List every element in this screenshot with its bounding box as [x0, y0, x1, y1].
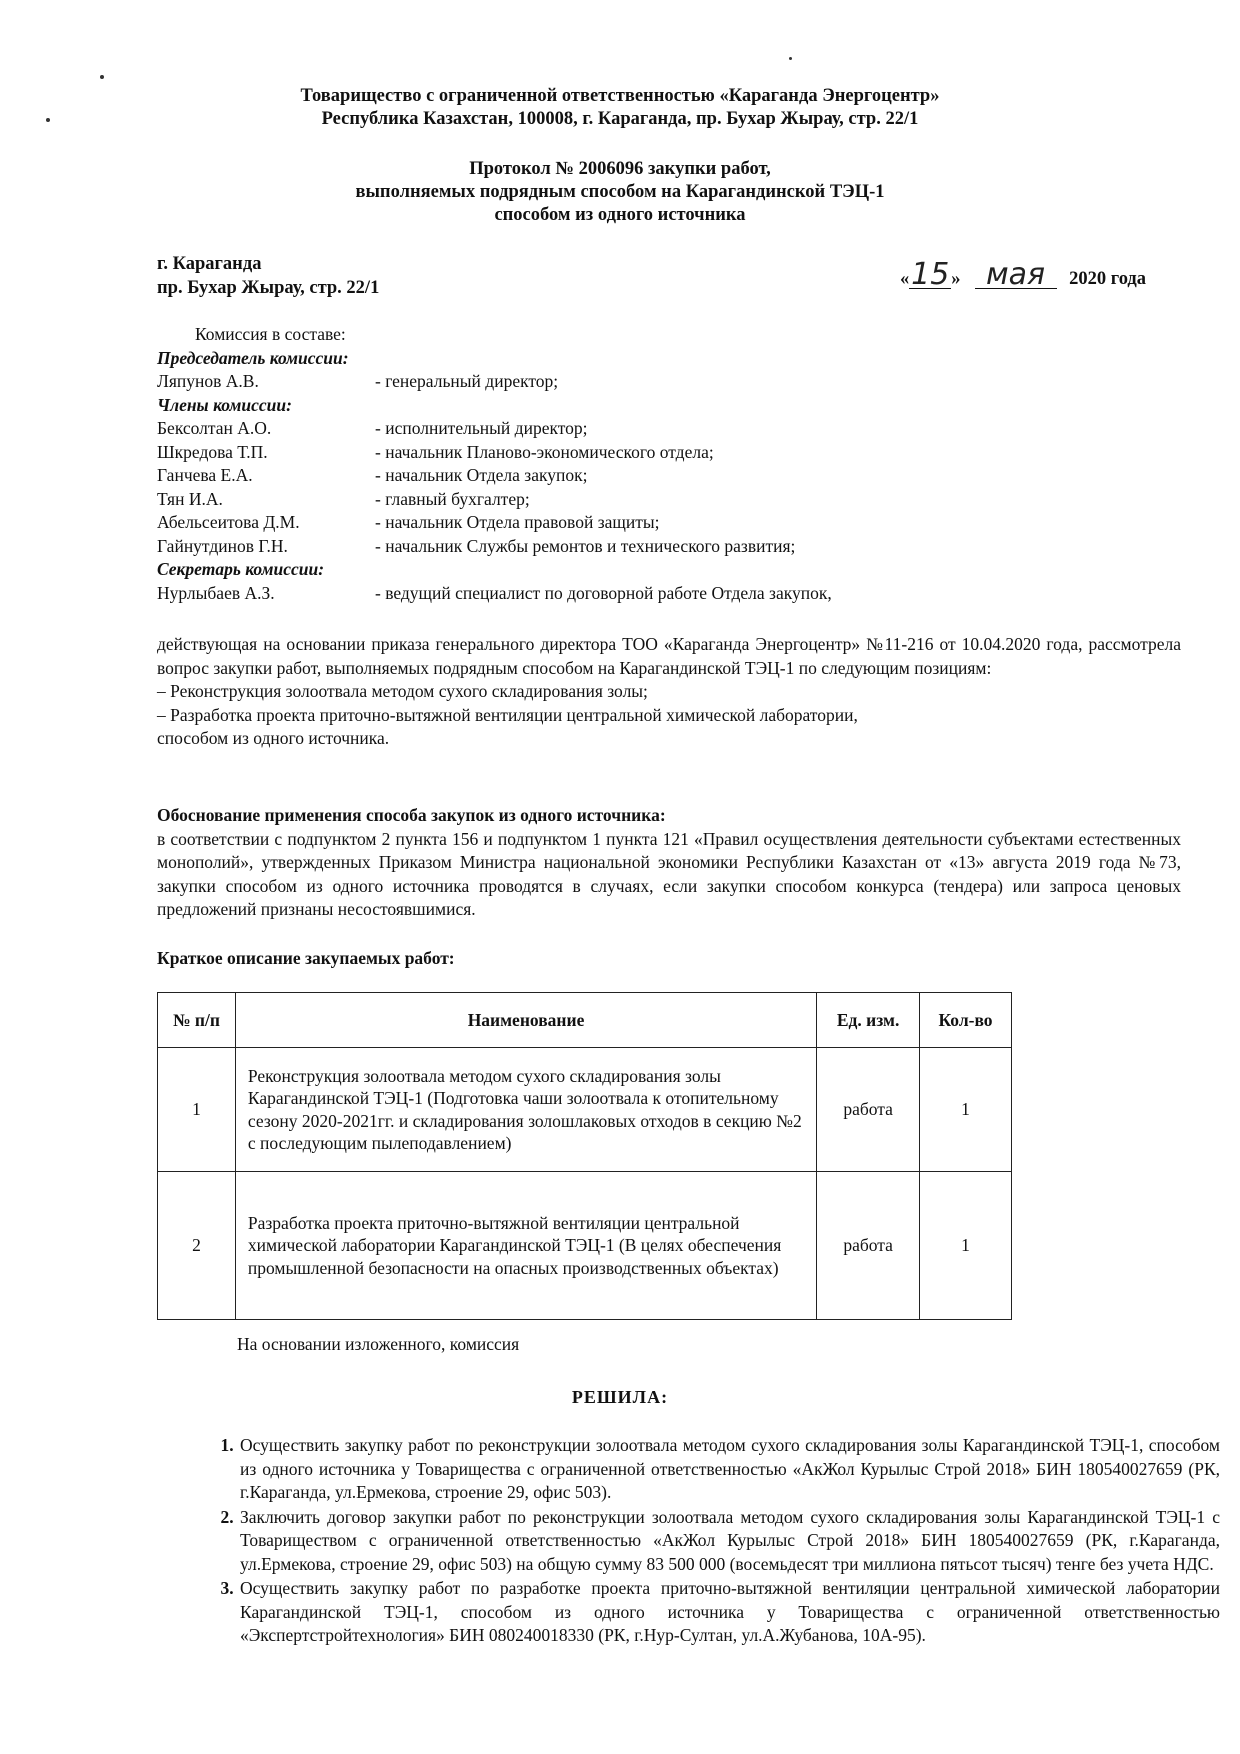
secretary-label: Секретарь комиссии:: [157, 559, 325, 579]
position-item: – Разработка проекта приточно-вытяжной вентиляции центральной химической лаборатории,: [157, 704, 858, 725]
member-name: Ганчева Е.А.: [157, 465, 253, 485]
decision-item: 2. Заключить договор закупки работ по реконструкции золоотвала методом сухого складирования золы Карагандинской ТЭЦ-1 с Товариществом с ограниченной ответственностью «АкЖол Курылыс Строй 2018» БИН 180540027659 (РК, г.Караганда, ул.Ермекова, строение 29, офис 503) на общую сумму 83 500 000 (восемьдесят три миллиона пятьсот тысяч) тенге без учета НДС.: [238, 1506, 1220, 1577]
member-name: Гайнутдинов Г.Н.: [157, 535, 288, 556]
col-header-qty: Кол-во: [920, 993, 1012, 1048]
col-header-name: Наименование: [235, 993, 816, 1048]
decision-item: 3. Осуществить закупку работ по разработке проекта приточно-вытяжной вентиляции центральной химической лаборатории Карагандинской ТЭЦ-1, способом из одного источника у Товарищества с ограниченной ответственностью «Экспертстройтехнология» БИН 080240018330 (РК, г.Нур-Султан, ул.А.Жубанова, 10А-95).: [238, 1577, 1220, 1648]
date-month: мая: [975, 262, 1057, 289]
protocol-method: способом из одного источника: [494, 205, 746, 225]
protocol-title: Протокол № 2006096 закупки работ,: [469, 159, 771, 179]
member-role: - начальник Планово-экономического отдела;: [375, 441, 714, 462]
place-block: [157, 252, 379, 300]
scan-speck: [789, 57, 792, 60]
secretary-role: - ведущий специалист по договорной работе Отдела закупок,: [375, 582, 832, 603]
protocol-date: [900, 257, 1147, 292]
table-row: [158, 1048, 1012, 1172]
chair-role: - генеральный директор;: [375, 371, 559, 391]
cell-num: 2: [158, 1172, 236, 1320]
org-name: Товарищество с ограниченной ответственностью «Караганда Энергоцентр»: [300, 86, 940, 106]
member-name: Шкредова Т.П.: [157, 441, 268, 462]
acting-text: действующая на основании приказа генерального директора ТОО «Караганда Энергоцентр» №11-216 от 10.04.2020 года, рассмотрела вопрос закупки работ, выполняемых подрядным способом на Карагандинской ТЭЦ-1 по следующим позициям:: [157, 634, 1181, 678]
works-table: [157, 992, 1012, 1320]
chair-name: Ляпунов А.В.: [157, 371, 259, 391]
cell-unit: работа: [817, 1048, 920, 1172]
member-role: - начальник Отдела правовой защиты;: [375, 512, 660, 532]
member-role: - начальник Службы ремонтов и технического развития;: [375, 535, 796, 556]
decided-title: РЕШИЛА:: [571, 1387, 669, 1407]
member-name: Тян И.А.: [157, 488, 223, 509]
cell-unit: работа: [817, 1172, 920, 1320]
table-header-row: [158, 993, 1012, 1048]
member-name: Бексолтан А.О.: [157, 418, 272, 438]
justification-section: [157, 804, 1181, 922]
chair-label: Председатель комиссии:: [157, 347, 349, 368]
table-row: [158, 1172, 1012, 1320]
cell-num: 1: [158, 1048, 236, 1172]
commission-intro: Комиссия в составе:: [195, 324, 346, 344]
justification-text: в соответствии с подпунктом 2 пункта 156 и подпунктом 1 пункта 121 «Правил осуществления деятельности субъектами естественных монополий», утвержденных Приказом Министра национальной экономики Республики Казахстан от «13» августа 2019 года №73, закупки способом из одного источника проводятся в случаях, если закупки способом конкурса (тендера) или запроса ценовых предложений признаны несостоявшимися.: [157, 828, 1181, 919]
date-close-quote: »: [951, 269, 961, 289]
decision-item: 1. Осуществить закупку работ по реконструкции золоотвала методом сухого складирования золы Карагандинской ТЭЦ-1, способом из одного источника у Товарищества с ограниченной ответственностью «АкЖол Курылыс Строй 2018» БИН 180540027659 (РК, г.Караганда, ул.Ермекова, строение 29, офис 503).: [238, 1434, 1220, 1505]
decisions-list: [200, 1434, 1220, 1649]
city: г. Караганда: [157, 254, 262, 274]
member-role: - главный бухгалтер;: [375, 488, 530, 509]
date-day: 15: [911, 257, 950, 292]
brief-title: Краткое описание закупаемых работ:: [157, 948, 455, 968]
org-address: Республика Казахстан, 100008, г. Караганда, пр. Бухар Жырау, стр. 22/1: [321, 109, 919, 129]
protocol-subtitle: выполняемых подрядным способом на Карагандинской ТЭЦ-1: [355, 182, 885, 202]
members-label: Члены комиссии:: [157, 394, 292, 415]
member-role: - исполнительный директор;: [375, 418, 588, 438]
col-header-unit: Ед. изм.: [817, 993, 920, 1048]
col-header-num: № п/п: [158, 993, 236, 1048]
cell-name: Разработка проекта приточно-вытяжной вентиляции центральной химической лаборатории Карагандинской ТЭЦ-1 (В целях обеспечения промышленной безопасности на опасных производственных объектах): [235, 1172, 816, 1320]
secretary-name: Нурлыбаев А.З.: [157, 582, 275, 603]
cell-qty: 1: [920, 1048, 1012, 1172]
member-name: Абельсеитова Д.М.: [157, 512, 300, 532]
cell-qty: 1: [920, 1172, 1012, 1320]
justification-title: Обоснование применения способа закупок из одного источника:: [157, 805, 666, 825]
date-open-quote: «: [900, 269, 910, 289]
method-text: способом из одного источника.: [157, 728, 390, 748]
basis-text: На основании изложенного, комиссия: [237, 1334, 520, 1354]
commission-list: [157, 323, 1057, 605]
scan-speck: [100, 75, 104, 79]
date-year: 2020 года: [1069, 269, 1147, 289]
cell-name: Реконструкция золоотвала методом сухого складирования золы Карагандинской ТЭЦ-1 (Подготовка чаши золоотвала к отопительному сезону 2020-2021гг. и складирования золошлаковых отходов в секцию №2 с последующим пылеподавлением): [235, 1048, 816, 1172]
address: пр. Бухар Жырау, стр. 22/1: [157, 278, 380, 298]
member-role: - начальник Отдела закупок;: [375, 465, 588, 485]
position-item: – Реконструкция золоотвала методом сухого складирования золы;: [157, 681, 648, 701]
acting-paragraph: [157, 633, 1181, 751]
